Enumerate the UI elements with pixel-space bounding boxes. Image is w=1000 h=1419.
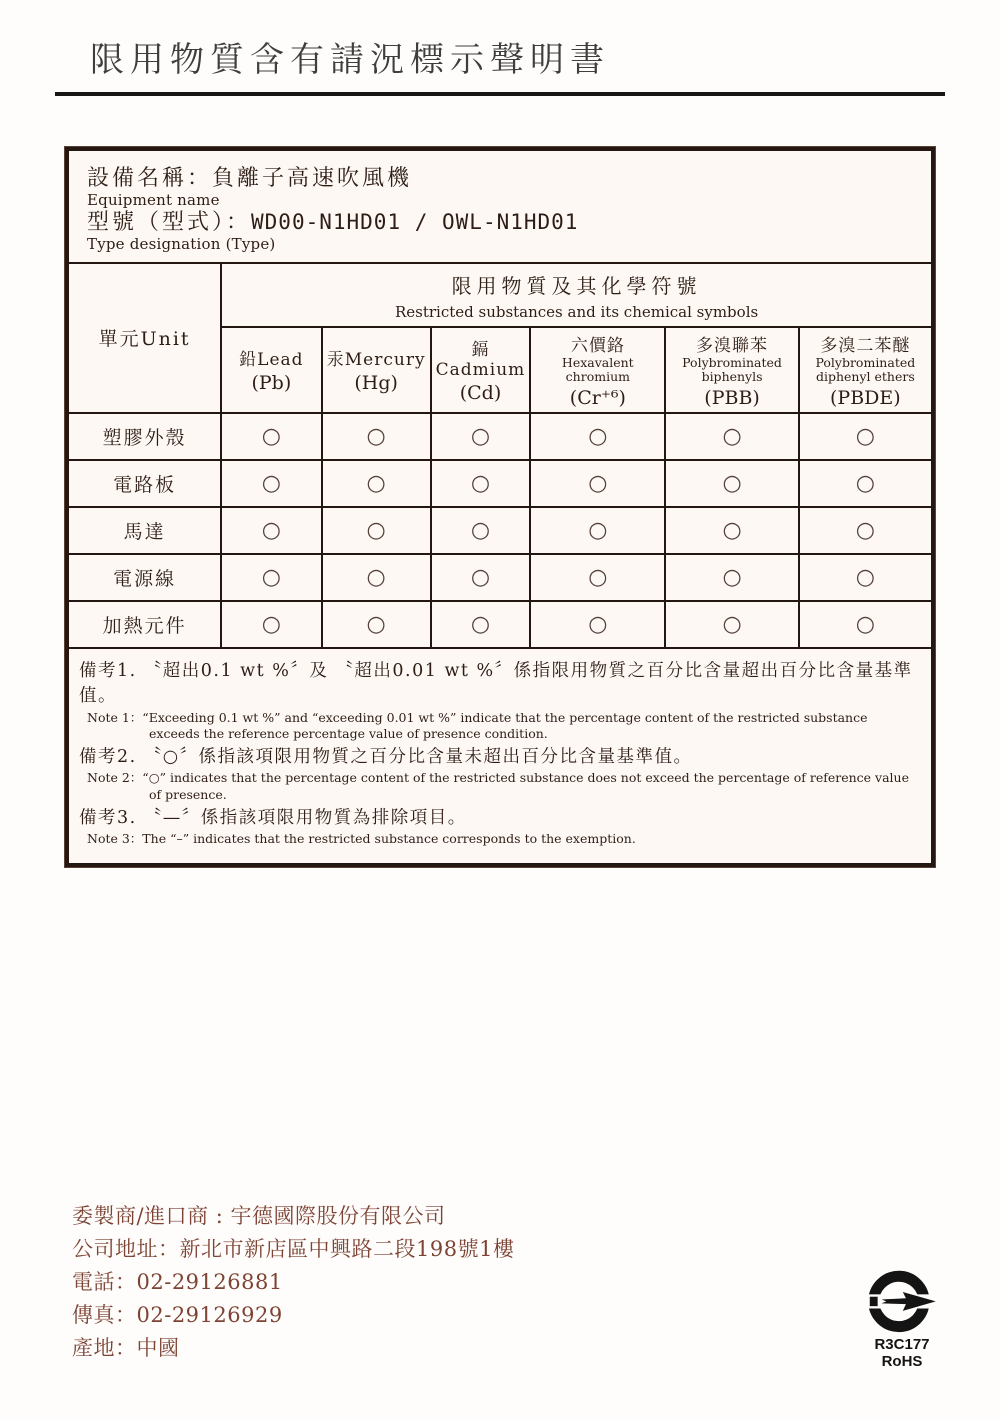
status-cell: ○ [322, 601, 431, 648]
column-subtitle: Polybrominated biphenyls [682, 355, 782, 385]
column-title: 汞Mercury [326, 350, 426, 371]
title-underline [55, 92, 945, 96]
status-cell: ○ [431, 601, 531, 648]
manufacturer-importer-line: 委製商/進口商 : 宇德國際股份有限公司 [72, 1204, 446, 1228]
status-cell: ○ [665, 601, 798, 648]
status-cell: ○ [431, 460, 531, 507]
status-cell: ○ [221, 460, 321, 507]
type-label: 型號（型式）： [87, 209, 252, 235]
column-header-hexavalent-chromium [530, 327, 665, 413]
column-symbol: (PBB) [704, 386, 760, 409]
column-header-cadmium [431, 327, 531, 413]
unit-label: 塑膠外殼 [67, 413, 221, 460]
notes-row [67, 648, 933, 865]
column-symbol: (PBDE) [830, 386, 901, 409]
phone-line: 電話：02-29126881 [72, 1270, 283, 1294]
note-1-en: Note 1：“Exceeding 0.1 wt %” and “exceeding 0.01 wt %” indicate that the percentage content of the restricted substance exceeds the reference percentage value of presence condition. [87, 709, 868, 741]
table-row-circuit-board [67, 460, 933, 507]
note-2-en: Note 2：“○” indicates that the percentage content of the restricted substance does not exceed the percentage of reference value of presence. [87, 770, 909, 802]
column-title: 鉛Lead [239, 350, 304, 371]
status-cell: ○ [322, 460, 431, 507]
status-cell: ○ [799, 413, 933, 460]
column-symbol: (Hg) [354, 372, 398, 395]
column-subtitle: Polybrominated diphenyl ethers [815, 355, 916, 385]
rohs-declaration-table [65, 147, 935, 867]
status-cell: ○ [665, 507, 798, 554]
column-title: 多溴聯苯 [696, 336, 769, 356]
column-title: 六價鉻 [570, 336, 625, 356]
origin-line: 產地：中國 [72, 1336, 180, 1360]
substances-group-header-row [67, 263, 933, 327]
substances-header-zh: 限用物質及其化學符號 [451, 273, 702, 298]
status-cell: ○ [221, 413, 321, 460]
status-cell: ○ [530, 460, 665, 507]
status-cell: ○ [322, 554, 431, 601]
column-header-mercury [322, 327, 431, 413]
unit-label: 電路板 [67, 460, 221, 507]
status-cell: ○ [221, 601, 321, 648]
notes-section [67, 648, 933, 865]
table-row-heating-element [67, 601, 933, 648]
column-symbol: (Cr⁺⁶) [569, 386, 626, 409]
substances-group-header [221, 263, 933, 327]
status-cell: ○ [665, 554, 798, 601]
note-2-zh: 備考2. 〝○〞係指該項限用物質之百分比含量未超出百分比含量基準值。 [79, 747, 693, 767]
table-row-power-cord [67, 554, 933, 601]
model-number: WD00-N1HD01 / OWL-N1HD01 [251, 209, 579, 234]
column-symbol: (Cd) [459, 382, 502, 405]
note-3-en: Note 3：The “–” indicates that the restricted substance corresponds to the exemption. [87, 831, 636, 847]
status-cell: ○ [431, 507, 531, 554]
equipment-info-cell [67, 149, 933, 263]
column-header-pbde [799, 327, 933, 413]
column-symbol: (Pb) [251, 372, 292, 395]
bsmi-mark-icon [862, 1270, 942, 1336]
status-cell: ○ [799, 554, 933, 601]
unit-column-header: 單元Unit [67, 263, 221, 413]
status-cell: ○ [665, 413, 798, 460]
note-1-zh: 備考1. 〝超出0.1 wt %〞及 〝超出0.01 wt %〞係指限用物質之百分比含量超出百分比含量基準值。 [79, 660, 913, 707]
status-cell: ○ [431, 413, 531, 460]
column-header-pbb [665, 327, 798, 413]
equipment-name-en: Equipment name [87, 191, 220, 209]
status-cell: ○ [665, 460, 798, 507]
bsmi-rohs-logo [858, 1270, 946, 1370]
status-cell: ○ [799, 601, 933, 648]
status-cell: ○ [530, 507, 665, 554]
status-cell: ○ [530, 601, 665, 648]
substances-header-en: Restricted substances and its chemical symbols [394, 302, 759, 321]
type-designation-zh [87, 209, 931, 237]
company-address-line: 公司地址：新北市新店區中興路二段198號1樓 [72, 1237, 515, 1261]
unit-label: 馬達 [67, 507, 221, 554]
equipment-info-row [67, 149, 933, 263]
status-cell: ○ [221, 507, 321, 554]
fax-line: 傳真：02-29126929 [72, 1303, 283, 1327]
unit-label: 加熱元件 [67, 601, 221, 648]
unit-label: 電源線 [67, 554, 221, 601]
column-subtitle: Hexavalent chromium [561, 355, 634, 385]
certification-number: R3C177 [874, 1336, 930, 1353]
table-row-plastic-housing [67, 413, 933, 460]
status-cell: ○ [799, 460, 933, 507]
column-header-lead [221, 327, 321, 413]
status-cell: ○ [530, 413, 665, 460]
status-cell: ○ [799, 507, 933, 554]
note-3-zh: 備考3. 〝—〞係指該項限用物質為排除項目。 [79, 807, 467, 828]
column-title: 多溴二苯醚 [820, 336, 911, 356]
status-cell: ○ [221, 554, 321, 601]
page-title: 限用物質含有請況標示聲明書 [90, 40, 610, 80]
footer-contact-info [72, 1200, 514, 1365]
equipment-name-zh: 設備名稱：負離子高速吹風機 [87, 165, 413, 191]
column-title: 鎘Cadmium [435, 340, 526, 381]
table-row-motor [67, 507, 933, 554]
type-designation-en: Type designation (Type) [87, 235, 276, 253]
status-cell: ○ [530, 554, 665, 601]
status-cell: ○ [322, 507, 431, 554]
rohs-label: RoHS [881, 1353, 923, 1370]
status-cell: ○ [431, 554, 531, 601]
status-cell: ○ [322, 413, 431, 460]
